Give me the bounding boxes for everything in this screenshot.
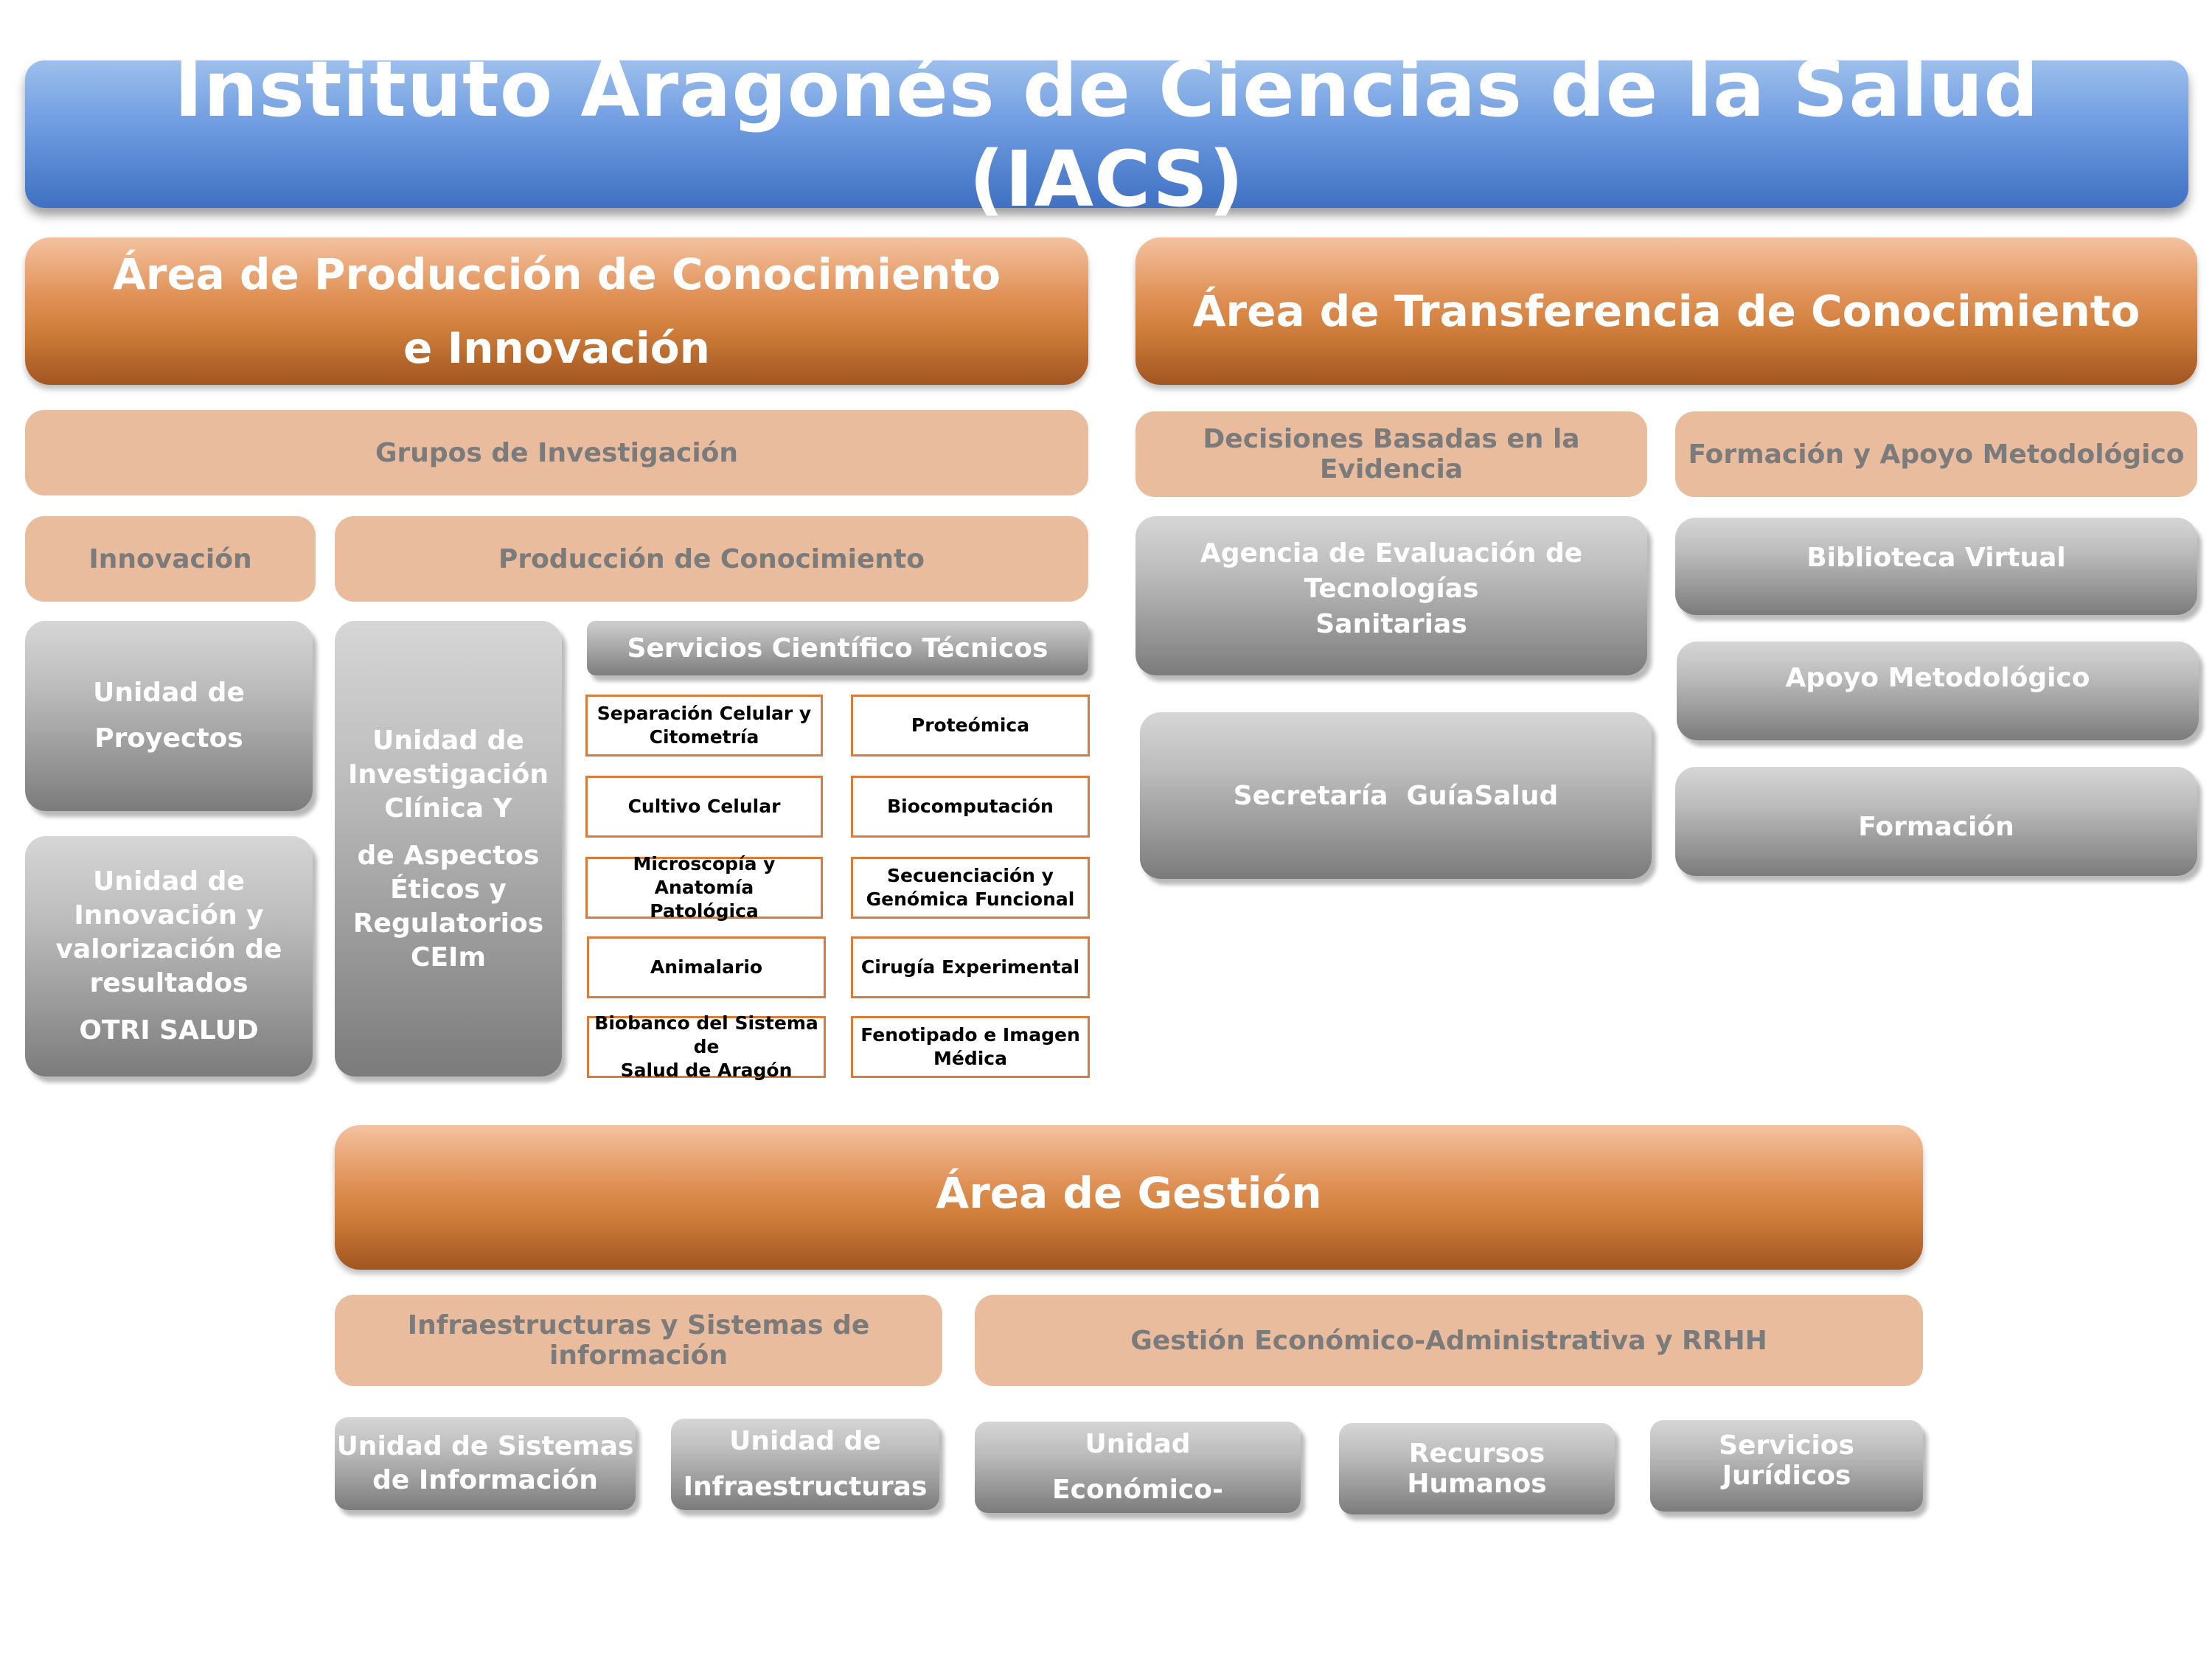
decisiones-evidencia-label: Decisiones Basadas en la Evidencia [1203,424,1580,484]
area-gestion-label: Área de Gestión [936,1168,1322,1218]
area-produccion-line2: e Innovación [403,323,710,373]
recursos-humanos-label: Recursos Humanos [1407,1439,1547,1499]
service-box [587,1012,826,1081]
unidad-proyectos-line2: Proyectos [94,723,243,754]
service-box [851,1016,1090,1078]
area-transferencia-label: Área de Transferencia de Conocimiento [1192,286,2140,336]
otri-line: Unidad de [93,866,245,897]
formacion-apoyo-bar [1675,411,2197,497]
infraestructuras-sistemas-bar [335,1295,942,1386]
servicios-juridicos-box [1650,1420,1923,1512]
biblioteca-virtual-label: Biblioteca Virtual [1806,542,2066,573]
biblioteca-virtual-box [1675,518,2197,615]
area-produccion-header [25,237,1088,385]
unidad-sistemas-box [335,1417,636,1510]
unidad-proyectos-line1: Unidad de [93,678,245,708]
service-line1: Microscopía y Anatomía [633,853,776,898]
unidad-economico-line2: Económico-Financiera [1052,1475,1223,1551]
agencia-evaluacion-box [1135,516,1647,675]
unidad-otri-box [25,836,313,1077]
unidad-infraestructuras-line2: Infraestructuras [683,1472,928,1502]
service-line1: Separación Celular y [597,703,812,724]
service-box [585,776,823,838]
clinica-line: CEIm [411,942,486,973]
service-box [851,695,1090,757]
agencia-line1: Agencia de Evaluación de Tecnologías [1200,538,1583,604]
otri-line: Innovación y [74,900,264,931]
clinica-line: Éticos y [390,874,507,905]
formacion-label: Formación [1858,811,2014,842]
produccion-conocimiento-label: Producción de Conocimiento [498,543,925,574]
gestion-economico-label: Gestión Económico-Administrativa y RRHH [1130,1325,1767,1356]
servicios-header [587,621,1088,675]
secretaria-guiasalud-box [1140,712,1652,879]
service-line1: Proteómica [911,714,1030,736]
service-line2: Salud de Aragón [620,1060,793,1081]
apoyo-metodologico-box [1677,641,2199,740]
formacion-apoyo-label: Formación y Apoyo Metodológico [1688,439,2185,470]
innovacion-label: Innovación [88,543,252,574]
formacion-box [1675,767,2197,876]
agencia-line2: Sanitarias [1315,609,1467,639]
otri-line: valorización de [55,934,282,964]
service-box [585,853,823,922]
service-line1: Fenotipado e Imagen [860,1024,1080,1046]
unidad-sistemas-line2: de Información [372,1465,598,1495]
service-line1: Secuenciación y [887,865,1054,886]
service-box [587,936,826,998]
area-transferencia-header [1135,237,2197,385]
secretaria-guiasalud-label: Secretaría GuíaSalud [1233,780,1559,811]
servicios-header-label: Servicios Científico Técnicos [627,633,1048,664]
service-line2: Genómica Funcional [866,888,1075,910]
unidad-economico-box [975,1422,1301,1551]
service-line2: Patológica [650,900,759,922]
service-line1: Biocomputación [887,796,1054,817]
service-box [851,857,1090,919]
unidad-clinica-box [335,621,562,1077]
service-line1: Cultivo Celular [627,796,781,817]
unidad-infraestructuras-line1: Unidad de [729,1426,881,1456]
otri-line: resultados [89,968,248,998]
unidad-proyectos-box [25,621,313,811]
unidad-economico-line1: Unidad [1085,1429,1191,1459]
area-gestion-header [335,1125,1923,1270]
clinica-line: Regulatorios [352,908,544,939]
grupos-investigacion-bar [25,410,1088,495]
service-box [851,776,1090,838]
service-line1: Cirugía Experimental [860,956,1080,978]
decisiones-evidencia-bar [1135,411,1647,497]
produccion-conocimiento-bar [335,516,1088,602]
otri-salud-label: OTRI SALUD [79,1015,259,1046]
service-line2: Médica [933,1048,1007,1069]
clinica-line: Clínica Y [384,793,512,824]
service-line2: Citometría [649,726,759,748]
infraestructuras-sistemas-label: Infraestructuras y Sistemas de información [407,1310,870,1371]
gestion-economico-bar [975,1295,1923,1386]
clinica-line: Unidad de [372,726,524,756]
clinica-line: de Aspectos [357,841,540,871]
page-title: Instituto Aragonés de Ciencias de la Salud (IACS) [174,44,2039,224]
title-banner [25,44,2188,224]
service-line1: Animalario [650,956,763,978]
innovacion-bar [25,516,316,602]
servicios-juridicos-label: Servicios Jurídicos [1719,1430,1854,1491]
apoyo-metodologico-label: Apoyo Metodológico [1785,662,2090,693]
unidad-sistemas-line1: Unidad de Sistemas [336,1431,634,1461]
service-line1: Biobanco del Sistema de [594,1012,818,1057]
clinica-line: Investigación [348,759,549,790]
unidad-infraestructuras-box [671,1419,939,1510]
service-box [585,695,823,757]
service-box [851,936,1090,998]
grupos-investigacion-label: Grupos de Investigación [375,437,739,468]
recursos-humanos-box [1339,1423,1615,1514]
area-produccion-line1: Área de Producción de Conocimiento [112,249,1001,299]
